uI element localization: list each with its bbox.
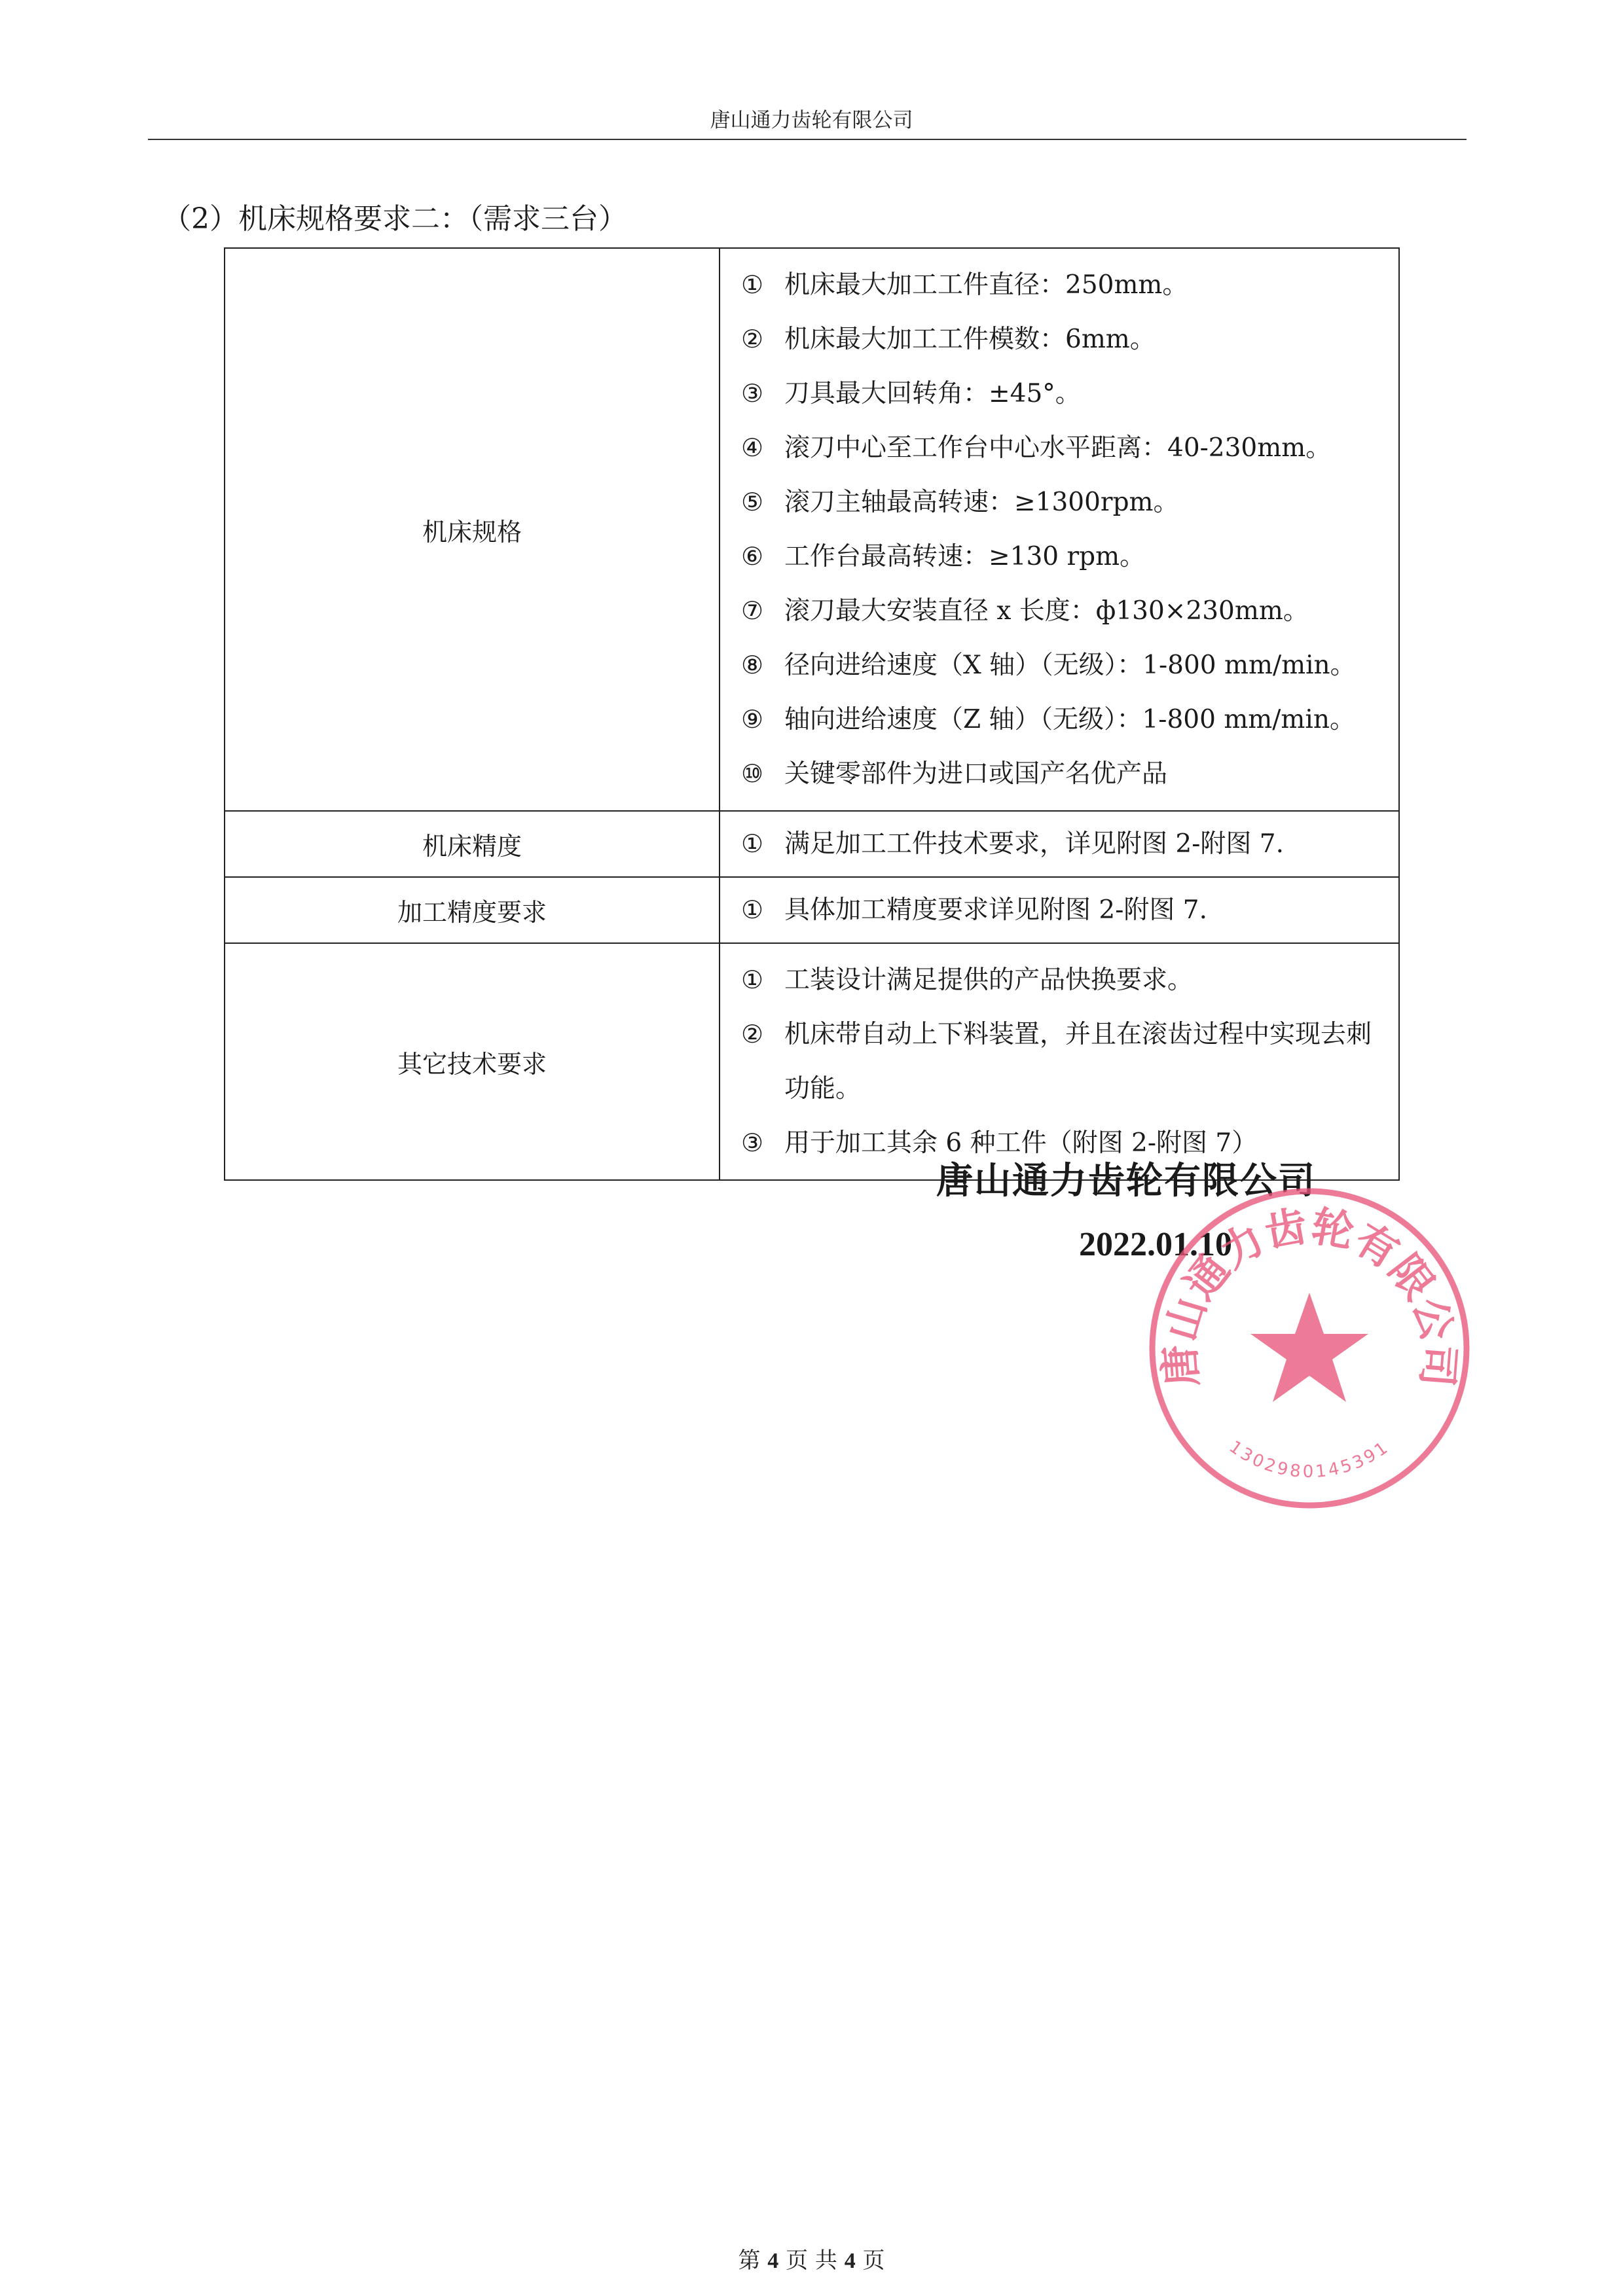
table-row-machine-spec <box>225 248 1399 811</box>
item-text: 轴向进给速度（Z 轴）（无级）：1-800 mm/min。 <box>784 705 1355 734</box>
seal-text: 唐山通力齿轮有限公司 <box>1156 1202 1463 1389</box>
category-cell: 加工精度要求 <box>225 877 720 943</box>
list-item <box>720 421 1398 475</box>
items-cell <box>720 248 1399 811</box>
items-cell <box>720 811 1399 877</box>
company-seal-stamp <box>1139 1178 1480 1518</box>
spec-table <box>224 247 1400 1181</box>
item-number: ③ <box>740 1128 764 1157</box>
item-number: ⑧ <box>740 651 764 679</box>
category-cell: 机床精度 <box>225 811 720 877</box>
list-item <box>720 584 1398 638</box>
item-number: ③ <box>740 379 764 408</box>
item-text: 刀具最大回转角：±45°。 <box>784 379 1081 408</box>
list-item <box>720 638 1398 692</box>
item-number: ⑥ <box>740 542 764 571</box>
list-item <box>720 367 1398 421</box>
list-item <box>720 312 1398 367</box>
item-number: ⑨ <box>740 705 764 734</box>
category-cell: 机床规格 <box>225 248 720 811</box>
item-number: ⑦ <box>740 596 764 625</box>
footer-mid: 页 共 <box>786 2248 837 2274</box>
item-number: ④ <box>740 433 764 462</box>
table-row-processing-precision <box>225 877 1399 943</box>
items-cell <box>720 877 1399 943</box>
list-item <box>720 1007 1398 1116</box>
section-heading: （2）机床规格要求二：（需求三台） <box>162 202 627 236</box>
footer-total-pages: 4 <box>844 2249 856 2273</box>
item-text: 滚刀最大安装直径 x 长度：ф130×230mm。 <box>784 596 1309 626</box>
list-item <box>720 953 1398 1007</box>
page-header-company: 唐山通力齿轮有限公司 <box>710 109 913 132</box>
footer-page-number: 4 <box>767 2249 779 2273</box>
list-item <box>720 258 1398 312</box>
list-item <box>720 747 1398 801</box>
item-number: ① <box>740 829 764 858</box>
item-number: ② <box>740 1020 764 1049</box>
list-item <box>720 883 1398 937</box>
item-text: 关键零部件为进口或国产名优产品 <box>784 759 1168 789</box>
star-icon <box>1250 1293 1368 1402</box>
page-footer <box>0 2242 1623 2274</box>
item-text: 工作台最高转速：≥130 rpm。 <box>784 542 1146 571</box>
item-number: ② <box>740 325 764 353</box>
signature-date: 2022.01.10 <box>1079 1226 1232 1263</box>
item-text: 滚刀主轴最高转速：≥1300rpm。 <box>784 488 1179 517</box>
list-item <box>720 692 1398 747</box>
item-number: ⑩ <box>740 759 764 788</box>
signature-company: 唐山通力齿轮有限公司 <box>936 1160 1316 1202</box>
item-text: 机床带自动上下料装置，并且在滚齿过程中实现去刺功能。 <box>784 1020 1372 1103</box>
category-cell: 其它技术要求 <box>225 943 720 1180</box>
footer-prefix: 第 <box>738 2248 761 2274</box>
list-item <box>720 475 1398 529</box>
item-text: 工装设计满足提供的产品快换要求。 <box>784 965 1194 995</box>
item-text: 机床最大加工工件模数：6mm。 <box>784 325 1156 354</box>
table-row-machine-precision <box>225 811 1399 877</box>
list-item <box>720 817 1398 871</box>
item-number: ⑤ <box>740 488 764 516</box>
header-divider <box>148 139 1467 140</box>
item-text: 机床最大加工工件直径：250mm。 <box>784 270 1188 300</box>
items-cell <box>720 943 1399 1180</box>
item-text: 满足加工工件技术要求，详见附图 2-附图 7. <box>784 829 1284 859</box>
item-text: 径向进给速度（X 轴）（无级）：1-800 mm/min。 <box>784 651 1356 680</box>
item-number: ① <box>740 895 764 924</box>
list-item <box>720 529 1398 584</box>
item-number: ① <box>740 965 764 994</box>
item-text: 滚刀中心至工作台中心水平距离：40-230mm。 <box>784 433 1332 463</box>
table-row-other-requirements <box>225 943 1399 1180</box>
item-text: 具体加工精度要求详见附图 2-附图 7. <box>784 895 1207 925</box>
item-text: 用于加工其余 6 种工件（附图 2-附图 7） <box>784 1128 1258 1158</box>
seal-code: 1302980145391 <box>1225 1437 1394 1482</box>
footer-suffix: 页 <box>862 2248 885 2274</box>
item-number: ① <box>740 270 764 299</box>
